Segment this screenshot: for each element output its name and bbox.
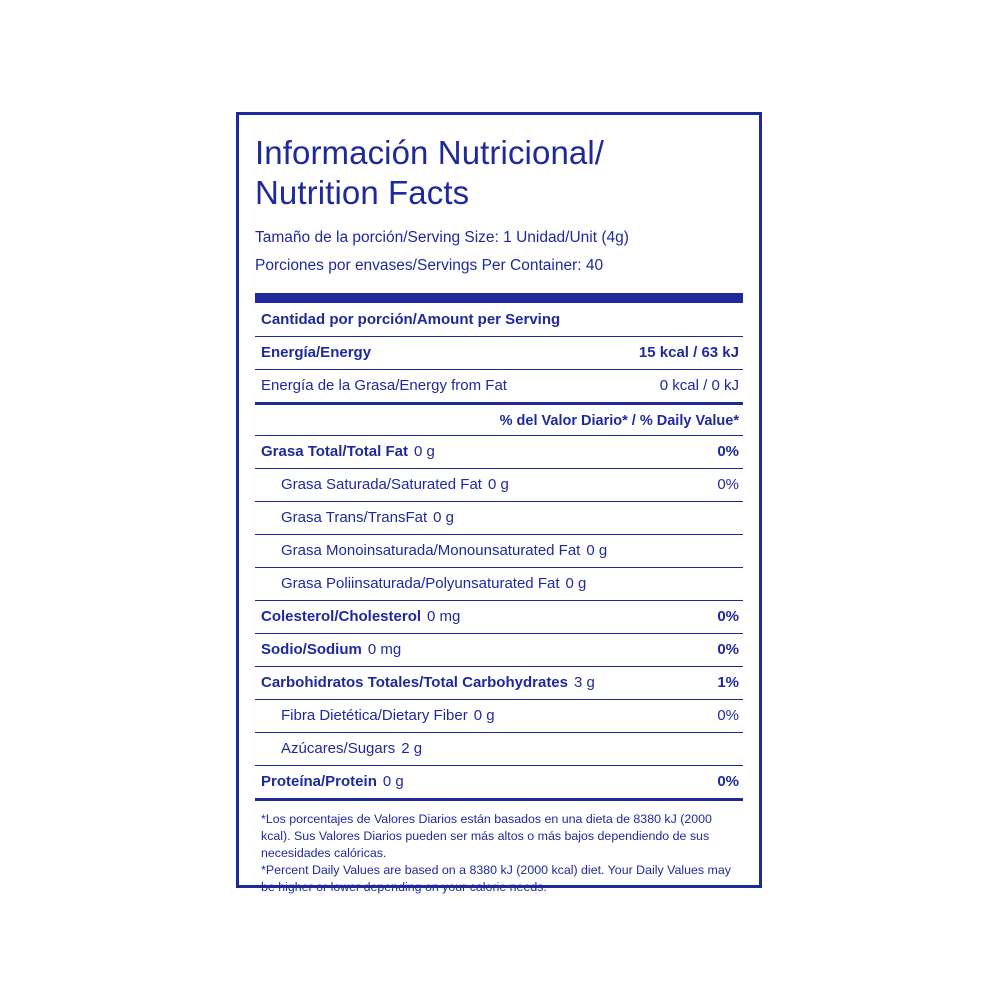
nutrient-amount: 2 g xyxy=(401,740,423,757)
nutrient-amount: 3 g xyxy=(574,674,595,691)
title-line-1: Información Nutricional/ xyxy=(255,134,605,171)
nutrient-label-group xyxy=(261,443,435,461)
nutrient-daily-value: 1% xyxy=(717,674,739,691)
nutrient-label-group xyxy=(261,773,404,791)
nutrient-name: Grasa Monoinsaturada/Monounsaturated Fat xyxy=(281,542,581,559)
nutrient-amount: 0 g xyxy=(382,773,404,790)
row-energy-from-fat-label: Energía de la Grasa/Energy from Fat xyxy=(261,377,507,394)
nutrient-amount: 0 g xyxy=(473,707,495,724)
nutrient-row xyxy=(255,568,743,600)
footnote-en: *Percent Daily Values are based on a 8380 kJ (2000 kcal) diet. Your Daily Values may be higher or lower depending on your calorie needs. xyxy=(261,863,731,894)
nutrient-name: Azúcares/Sugars xyxy=(281,740,396,757)
nutrient-name: Sodio/Sodium xyxy=(261,641,362,658)
nutrient-name: Proteína/Protein xyxy=(261,773,377,790)
nutrient-label-group xyxy=(261,674,595,692)
serving-size: Tamaño de la porción/Serving Size: 1 Unidad/Unit (4g) xyxy=(255,229,629,246)
nutrient-label-group xyxy=(261,740,422,758)
nutrient-name: Grasa Poliinsaturada/Polyunsaturated Fat xyxy=(281,575,560,592)
divider-thick-top xyxy=(255,293,743,303)
nutrient-row xyxy=(255,700,743,732)
nutrient-amount: 0 mg xyxy=(427,608,461,625)
nutrient-amount: 0 g xyxy=(433,509,455,526)
nutrition-facts-content xyxy=(255,133,743,896)
title-line-2: Nutrition Facts xyxy=(255,174,470,211)
nutrient-amount: 0 g xyxy=(487,476,509,493)
nutrient-amount: 0 g xyxy=(565,575,587,592)
nutrient-daily-value: 0% xyxy=(717,608,739,625)
footnote xyxy=(255,801,743,896)
nutrient-label-group xyxy=(261,509,454,527)
nutrient-amount: 0 g xyxy=(586,542,608,559)
nutrient-name: Fibra Dietética/Dietary Fiber xyxy=(281,707,468,724)
nutrient-row xyxy=(255,469,743,501)
nutrient-daily-value: 0% xyxy=(717,773,739,790)
row-energy-value: 15 kcal / 63 kJ xyxy=(638,344,739,361)
amount-per-serving-header: Cantidad por porción/Amount per Serving xyxy=(261,311,561,328)
nutrient-name: Colesterol/Cholesterol xyxy=(261,608,422,625)
nutrient-row xyxy=(255,601,743,633)
nutrient-row xyxy=(255,733,743,765)
row-energy-label: Energía/Energy xyxy=(261,344,372,361)
nutrient-daily-value: 0% xyxy=(717,707,739,724)
nutrient-row xyxy=(255,502,743,534)
nutrient-row xyxy=(255,766,743,798)
page-title xyxy=(255,133,743,213)
nutrient-row xyxy=(255,436,743,468)
nutrient-label-group xyxy=(261,476,509,494)
nutrient-daily-value: 0% xyxy=(717,641,739,658)
nutrient-name: Carbohidratos Totales/Total Carbohydrates xyxy=(261,674,568,691)
nutrient-name: Grasa Total/Total Fat xyxy=(261,443,408,460)
nutrient-label-group xyxy=(261,575,586,593)
servings-per-container: Porciones por envases/Servings Per Container: 40 xyxy=(255,257,604,274)
nutrient-label-group xyxy=(261,641,401,659)
nutrient-row xyxy=(255,634,743,666)
nutrient-row xyxy=(255,667,743,699)
row-energy xyxy=(255,337,743,369)
nutrient-daily-value: 0% xyxy=(717,476,739,493)
daily-value-header: % del Valor Diario* / % Daily Value* xyxy=(499,413,739,429)
nutrient-label-group xyxy=(261,542,607,560)
nutrient-name: Grasa Saturada/Saturated Fat xyxy=(281,476,482,493)
nutrient-name: Grasa Trans/TransFat xyxy=(281,509,428,526)
footnote-es: *Los porcentajes de Valores Diarios están basados en una dieta de 8380 kJ (2000 kcal). Sus Valores Diarios pueden ser más altos o más bajos dependiendo de sus necesidades calóricas. xyxy=(261,812,712,860)
row-energy-from-fat-value: 0 kcal / 0 kJ xyxy=(659,377,739,394)
nutrition-facts-panel xyxy=(236,112,762,894)
nutrient-row xyxy=(255,535,743,567)
nutrient-label-group xyxy=(261,707,495,725)
nutrient-daily-value: 0% xyxy=(717,443,739,460)
nutrient-amount: 0 mg xyxy=(367,641,402,658)
nutrient-rows xyxy=(255,436,743,798)
nutrient-label-group xyxy=(261,608,460,626)
row-energy-from-fat xyxy=(255,370,743,402)
nutrient-amount: 0 g xyxy=(413,443,435,460)
